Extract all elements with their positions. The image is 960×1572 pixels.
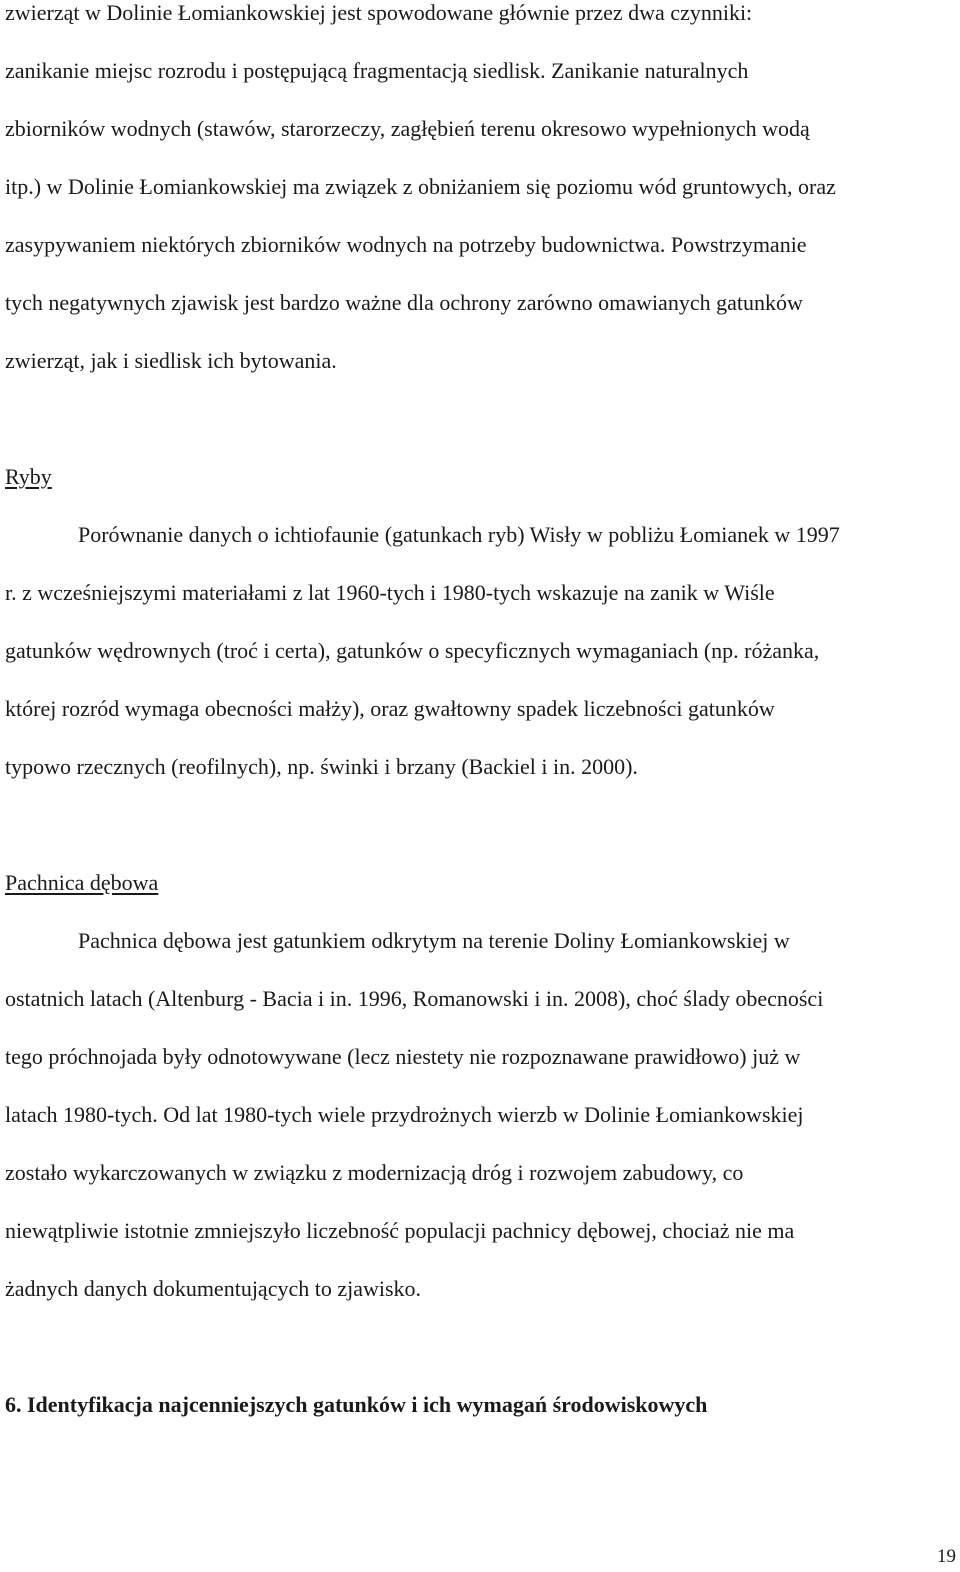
text-line: Pachnica dębowa jest gatunkiem odkrytym na terenie Doliny Łomiankowskiej w bbox=[78, 928, 790, 953]
section-heading-ryby: Ryby bbox=[5, 464, 52, 489]
text-line: ostatnich latach (Altenburg - Bacia i in. 1996, Romanowski i in. 2008), choć ślady obecności bbox=[5, 986, 824, 1011]
text-line: zwierząt w Dolinie Łomiankowskiej jest spowodowane głównie przez dwa czynniki: bbox=[5, 0, 753, 25]
text-line: tych negatywnych zjawisk jest bardzo ważne dla ochrony zarówno omawianych gatunków bbox=[5, 290, 803, 315]
text-line: gatunków wędrownych (troć i certa), gatunków o specyficznych wymaganiach (np. różanka, bbox=[5, 638, 820, 663]
page-number: 19 bbox=[937, 1546, 956, 1567]
text-line: typowo rzecznych (reofilnych), np. świnki i brzany (Backiel i in. 2000). bbox=[5, 754, 638, 779]
text-line: zostało wykarczowanych w związku z modernizacją dróg i rozwojem zabudowy, co bbox=[5, 1160, 744, 1185]
text-line: tego próchnojada były odnotowywane (lecz niestety nie rozpoznawane prawidłowo) już w bbox=[5, 1044, 801, 1069]
text-line: niewątpliwie istotnie zmniejszyło liczebność populacji pachnicy dębowej, chociaż nie ma bbox=[5, 1218, 795, 1243]
text-line: latach 1980-tych. Od lat 1980-tych wiele przydrożnych wierzb w Dolinie Łomiankowskiej bbox=[5, 1102, 804, 1127]
text-line: żadnych danych dokumentujących to zjawisko. bbox=[5, 1276, 422, 1301]
text-line: zanikanie miejsc rozrodu i postępującą fragmentacją siedlisk. Zanikanie naturalnych bbox=[5, 58, 749, 83]
text-line: itp.) w Dolinie Łomiankowskiej ma związek z obniżaniem się poziomu wód gruntowych, oraz bbox=[5, 174, 836, 199]
section-heading-6: 6. Identyfikacja najcenniejszych gatunków i ich wymagań środowiskowych bbox=[5, 1392, 708, 1417]
text-line: Porównanie danych o ichtiofaunie (gatunkach ryb) Wisły w pobliżu Łomianek w 1997 bbox=[78, 522, 840, 547]
text-line: r. z wcześniejszymi materiałami z lat 1960-tych i 1980-tych wskazuje na zanik w Wiśle bbox=[5, 580, 775, 605]
text-line: której rozród wymaga obecności małży), oraz gwałtowny spadek liczebności gatunków bbox=[5, 696, 775, 721]
text-line: zbiorników wodnych (stawów, starorzeczy, zagłębień terenu okresowo wypełnionych wodą bbox=[5, 116, 810, 141]
section-heading-pachnica: Pachnica dębowa bbox=[5, 870, 159, 895]
text-line: zwierząt, jak i siedlisk ich bytowania. bbox=[5, 348, 337, 373]
text-line: zasypywaniem niektórych zbiorników wodnych na potrzeby budownictwa. Powstrzymanie bbox=[5, 232, 807, 257]
